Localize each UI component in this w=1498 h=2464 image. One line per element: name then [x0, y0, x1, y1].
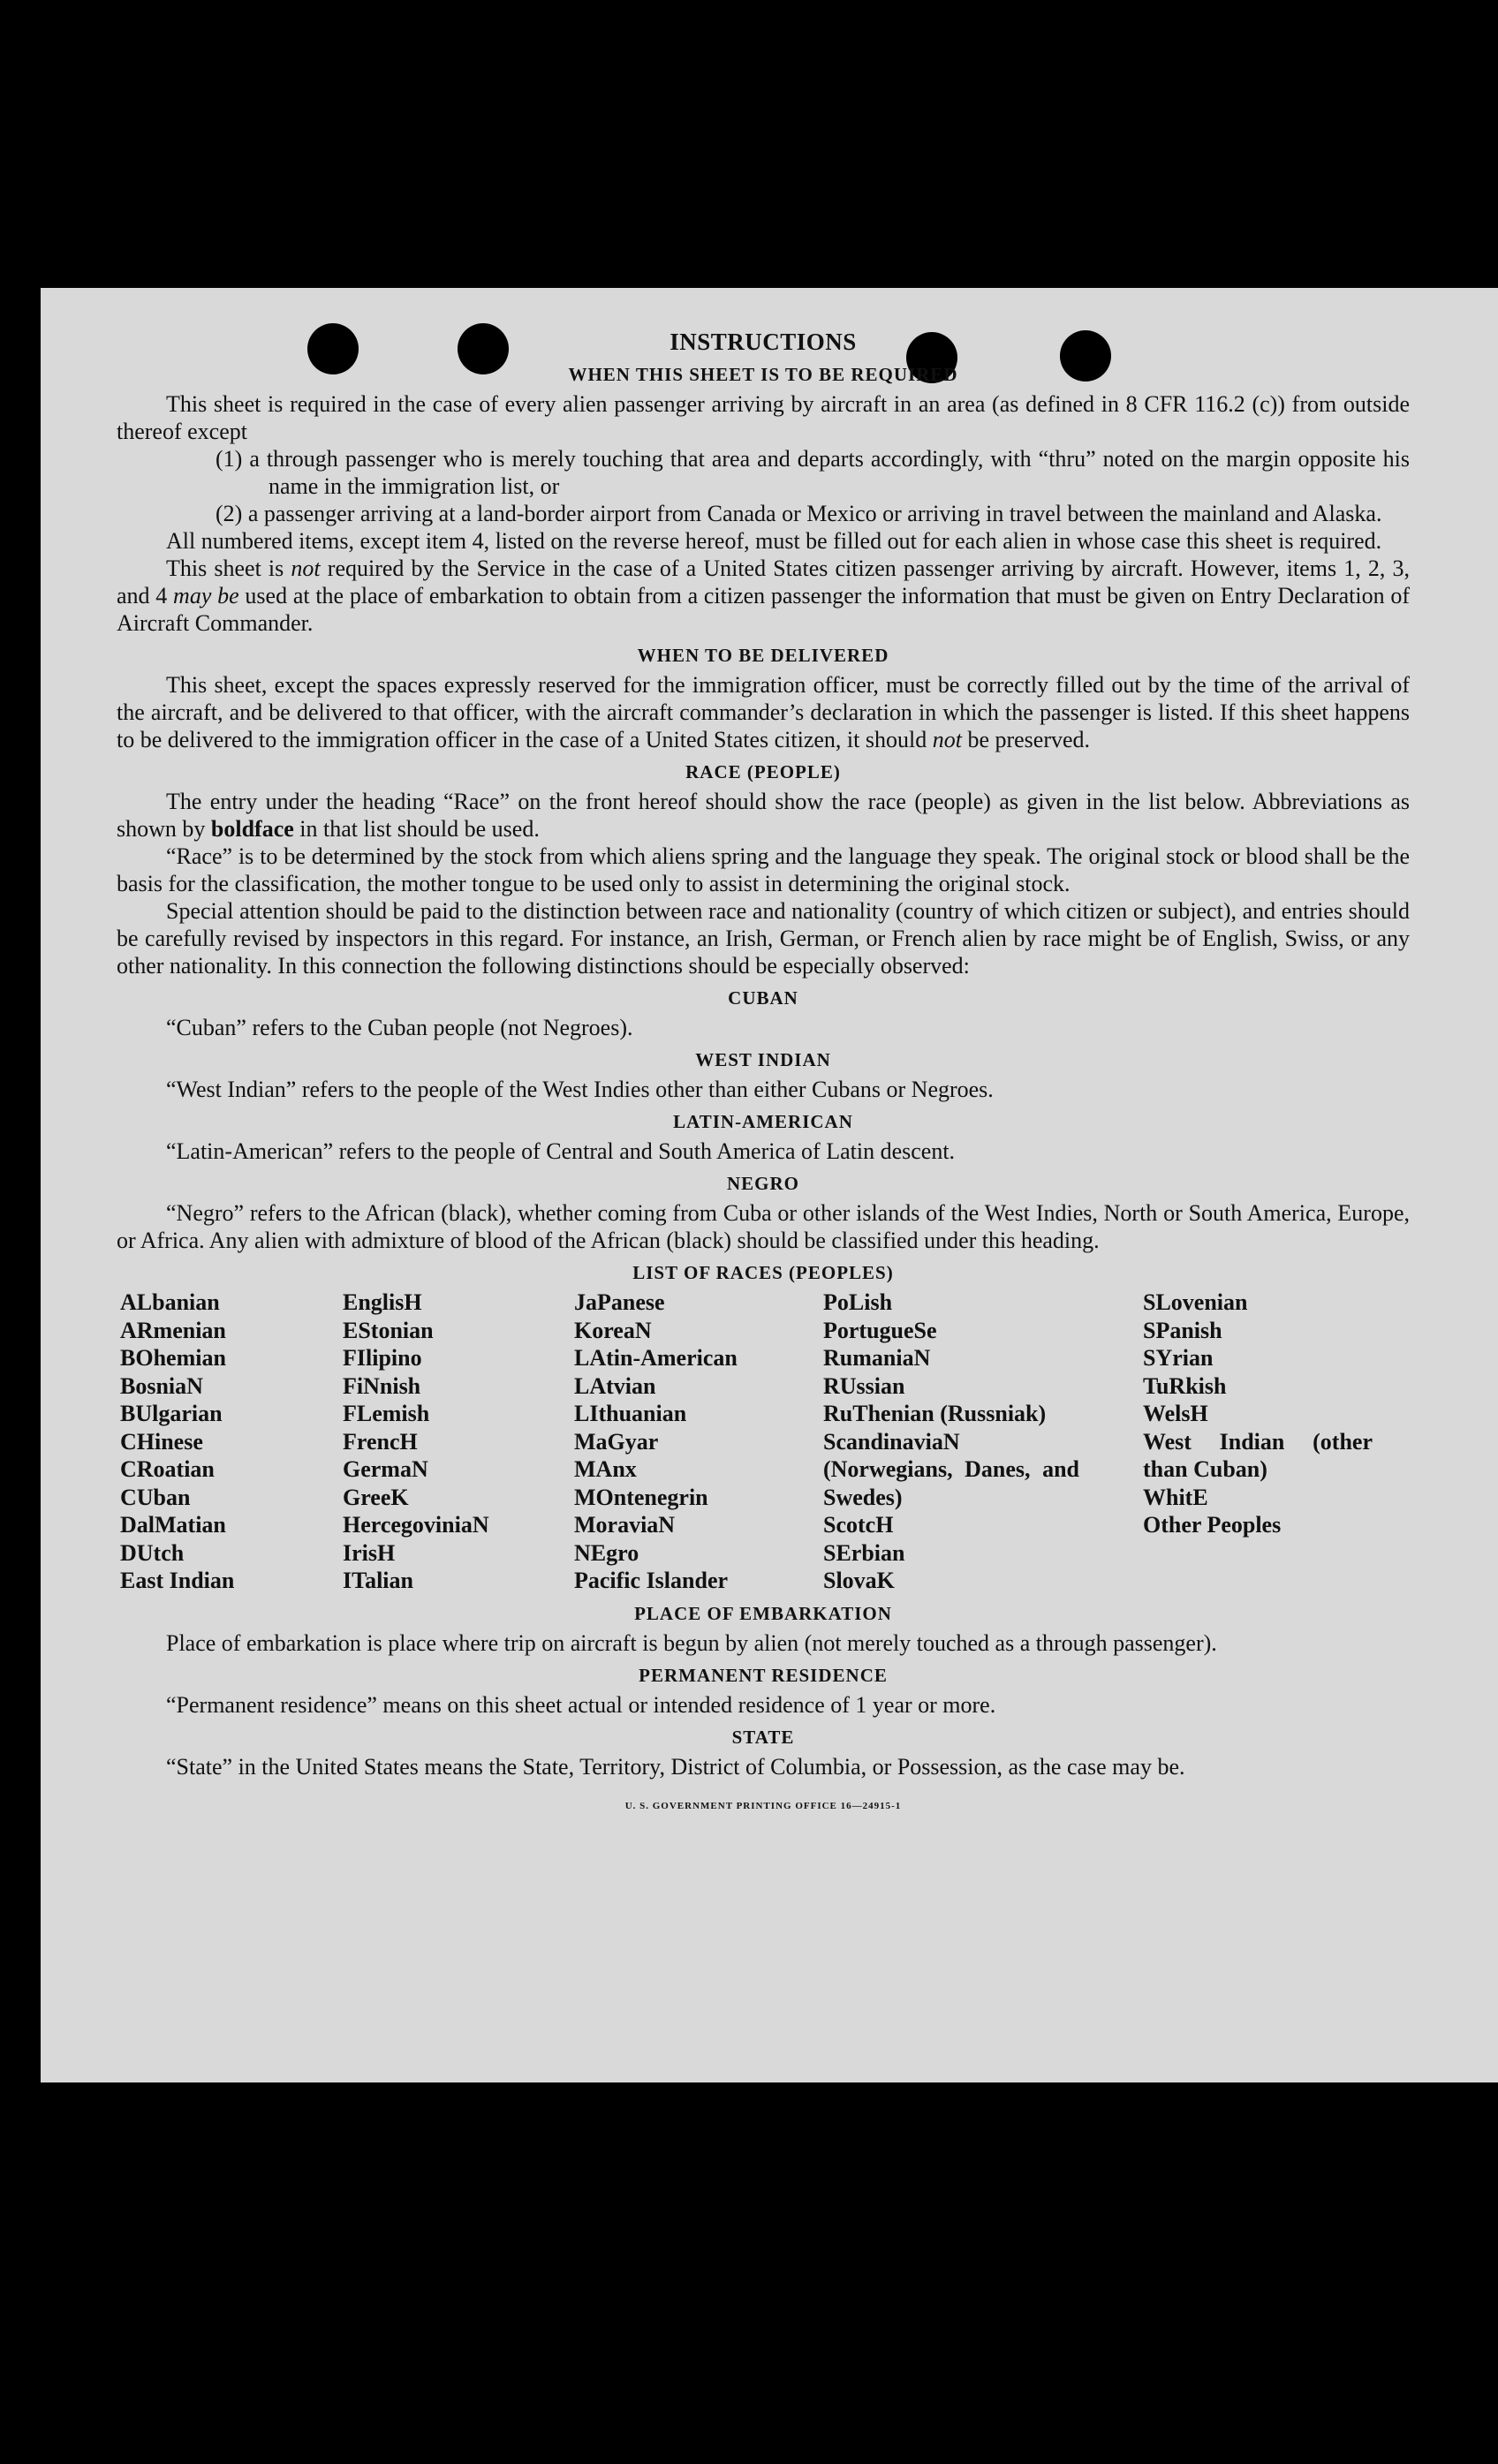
race-entry: JaPanese	[574, 1289, 665, 1315]
races-column	[574, 1289, 823, 1595]
race-entry: TuRkish	[1143, 1372, 1227, 1399]
paragraph: This sheet is required in the case of every alien passenger arriving by aircraft in an area (as defined in 8 CFR 116.2 (c)) from outside thereof except	[117, 391, 1410, 444]
paragraph: “West Indian” refers to the people of the West Indies other than either Cubans or Negroes.	[166, 1077, 994, 1102]
form-sheet	[41, 288, 1498, 2082]
italic-text: not	[932, 727, 962, 752]
paragraph: Place of embarkation is place where trip on aircraft is begun by alien (not merely touched as a through passenger).	[166, 1629, 1217, 1656]
heading-race: RACE (PEOPLE)	[685, 761, 841, 782]
races-column	[343, 1289, 574, 1595]
race-entry: ALbanian	[120, 1289, 220, 1315]
paragraph	[117, 555, 1410, 637]
race-entry: CRoatian	[120, 1456, 215, 1482]
race-entry: CUban	[120, 1484, 191, 1510]
race-entry: LAtin-American	[574, 1345, 738, 1371]
race-entry: IrisH	[343, 1539, 396, 1566]
race-entry: FiNnish	[343, 1372, 421, 1399]
paragraph: “Negro” refers to the African (black), whether coming from Cuba or other islands of the West Indies, North or South America, Europe, or Africa. Any alien with admixture of blood of the African (black) should be classified under this heading.	[117, 1200, 1410, 1253]
race-entry: FLemish	[343, 1401, 430, 1426]
race-entry: SYrian	[1143, 1345, 1214, 1371]
heading-negro: NEGRO	[726, 1173, 799, 1194]
heading-place-of-embarkation: PLACE OF EMBARKATION	[634, 1602, 892, 1624]
race-entry: EStonian	[343, 1317, 434, 1343]
race-entry: MaGyar	[574, 1428, 659, 1455]
list-item: (1) a through passenger who is merely touching that area and departs accordingly, with “thru” noted on the margin opposite his name in the immigration list, or	[216, 446, 1410, 499]
text-run: This sheet is	[166, 556, 291, 581]
races-column	[823, 1289, 1143, 1595]
list-item: (2) a passenger arriving at a land-border airport from Canada or Mexico or arriving in travel between the mainland and Alaska.	[216, 501, 1382, 526]
race-entry: DUtch	[120, 1539, 185, 1566]
race-entry: Pacific Islander	[574, 1568, 729, 1593]
races-column	[117, 1289, 343, 1595]
paragraph: “Cuban” refers to the Cuban people (not Negroes).	[166, 1015, 633, 1040]
race-entry: East Indian	[120, 1568, 235, 1593]
heading-state: STATE	[731, 1726, 795, 1748]
race-entry: PortugueSe	[823, 1317, 937, 1343]
bold-text: boldface	[210, 816, 294, 842]
paragraph: “Latin-American” refers to the people of Central and South America of Latin descent.	[166, 1138, 956, 1164]
races-table	[117, 1289, 1410, 1595]
race-entry: SErbian	[823, 1539, 905, 1566]
paragraph: “Race” is to be determined by the stock from which aliens spring and the language they speak. The original stock or blood shall be the basis for the classification, the mother tongue to be used only to assist in determining the original stock.	[117, 843, 1410, 896]
heading-permanent-residence: PERMANENT RESIDENCE	[639, 1664, 888, 1686]
race-entry: RUssian	[823, 1372, 905, 1399]
race-entry: BosniaN	[120, 1372, 203, 1399]
paragraph	[117, 788, 1410, 843]
heading-cuban: CUBAN	[728, 987, 798, 1009]
instructions-content	[117, 329, 1410, 1820]
race-entry: PoLish	[823, 1289, 893, 1315]
race-entry: RumaniaN	[823, 1345, 931, 1371]
paragraph: Special attention should be paid to the distinction between race and nationality (country of which citizen or subject), and entries should be carefully revised by inspectors in this regard. For instance, an Irish, German, or French alien by race might be of English, Swiss, or any other nationality. In this connection the following distinctions should be especially observed:	[117, 898, 1410, 979]
race-entry: KoreaN	[574, 1317, 652, 1343]
heading-latin-american: LATIN-AMERICAN	[673, 1111, 853, 1132]
race-entry: WelsH	[1143, 1401, 1208, 1426]
race-entry: NEgro	[574, 1539, 639, 1566]
race-entry: SPanish	[1143, 1317, 1222, 1343]
race-entry: MoraviaN	[574, 1512, 676, 1538]
race-entry: LIthuanian	[574, 1401, 687, 1426]
paragraph	[117, 671, 1410, 753]
text-run: in that list should be used.	[293, 816, 540, 842]
race-entry: CHinese	[120, 1428, 203, 1455]
printer-imprint: U. S. GOVERNMENT PRINTING OFFICE 16—24915-1	[624, 1800, 902, 1811]
race-entry: LAtvian	[574, 1372, 656, 1399]
paragraph: All numbered items, except item 4, listed on the reverse hereof, must be filled out for each alien in whose case this sheet is required.	[166, 528, 1382, 554]
race-entry: BUlgarian	[120, 1401, 223, 1426]
heading-west-indian: WEST INDIAN	[695, 1049, 831, 1070]
heading-when-delivered: WHEN TO BE DELIVERED	[637, 645, 889, 666]
text-run: required by the Service in the case of a United States citizen passenger arriving by aircraft. However, items 1, 2, 3, and 4	[117, 556, 1410, 608]
text-run: This sheet, except the spaces expressly reserved for the immigration officer, must be correctly filled out by the time of the arrival of the aircraft, and be delivered to that officer, with the aircraft commander’s declaration in which the passenger is listed. If this sheet happens to be delivered to the immigration officer in the case of a United States citizen, it should	[117, 672, 1410, 752]
heading-when-required: WHEN THIS SHEET IS TO BE REQUIRED	[568, 364, 958, 385]
race-entry: West Indian (other than Cuban)	[1143, 1428, 1373, 1482]
race-entry: FIlipino	[343, 1345, 422, 1371]
heading-list-of-races: LIST OF RACES (PEOPLES)	[632, 1262, 894, 1283]
race-entry: FrencH	[343, 1428, 418, 1455]
race-entry: ScandinaviaN (Norwegians, Danes, and Swedes)	[823, 1428, 1079, 1510]
text-run: used at the place of embarkation to obtain from a citizen passenger the information that must be given on Entry Declaration of Aircraft Commander.	[117, 583, 1410, 636]
race-entry: EnglisH	[343, 1289, 422, 1315]
race-entry: BOhemian	[120, 1345, 226, 1371]
race-entry: WhitE	[1143, 1484, 1208, 1510]
race-entry: ScotcH	[823, 1512, 894, 1538]
paragraph: “Permanent residence” means on this sheet actual or intended residence of 1 year or more.	[166, 1691, 996, 1718]
italic-text: not	[291, 556, 321, 581]
race-entry: SlovaK	[823, 1568, 895, 1593]
race-entry: HercegoviniaN	[343, 1512, 489, 1538]
page-title: INSTRUCTIONS	[670, 329, 857, 355]
races-column	[1143, 1289, 1373, 1595]
race-entry: MAnx	[574, 1456, 637, 1482]
race-entry: GermaN	[343, 1456, 428, 1482]
race-entry: MOntenegrin	[574, 1484, 708, 1510]
race-entry: RuThenian (Russniak)	[823, 1401, 1047, 1426]
race-entry: ARmenian	[120, 1317, 226, 1343]
italic-text: may be	[173, 583, 239, 608]
race-entry: GreeK	[343, 1484, 409, 1510]
race-entry: SLovenian	[1143, 1289, 1248, 1315]
text-run: be preserved.	[961, 727, 1091, 752]
race-entry: ITalian	[343, 1568, 413, 1593]
paragraph: “State” in the United States means the State, Territory, District of Columbia, or Possession, as the case may be.	[166, 1753, 1185, 1780]
text-run: The entry under the heading “Race” on the front hereof should show the race (people) as given in the list below. Abbreviations as shown by	[117, 789, 1410, 842]
race-entry: DalMatian	[120, 1512, 226, 1538]
race-entry: Other Peoples	[1143, 1512, 1282, 1538]
